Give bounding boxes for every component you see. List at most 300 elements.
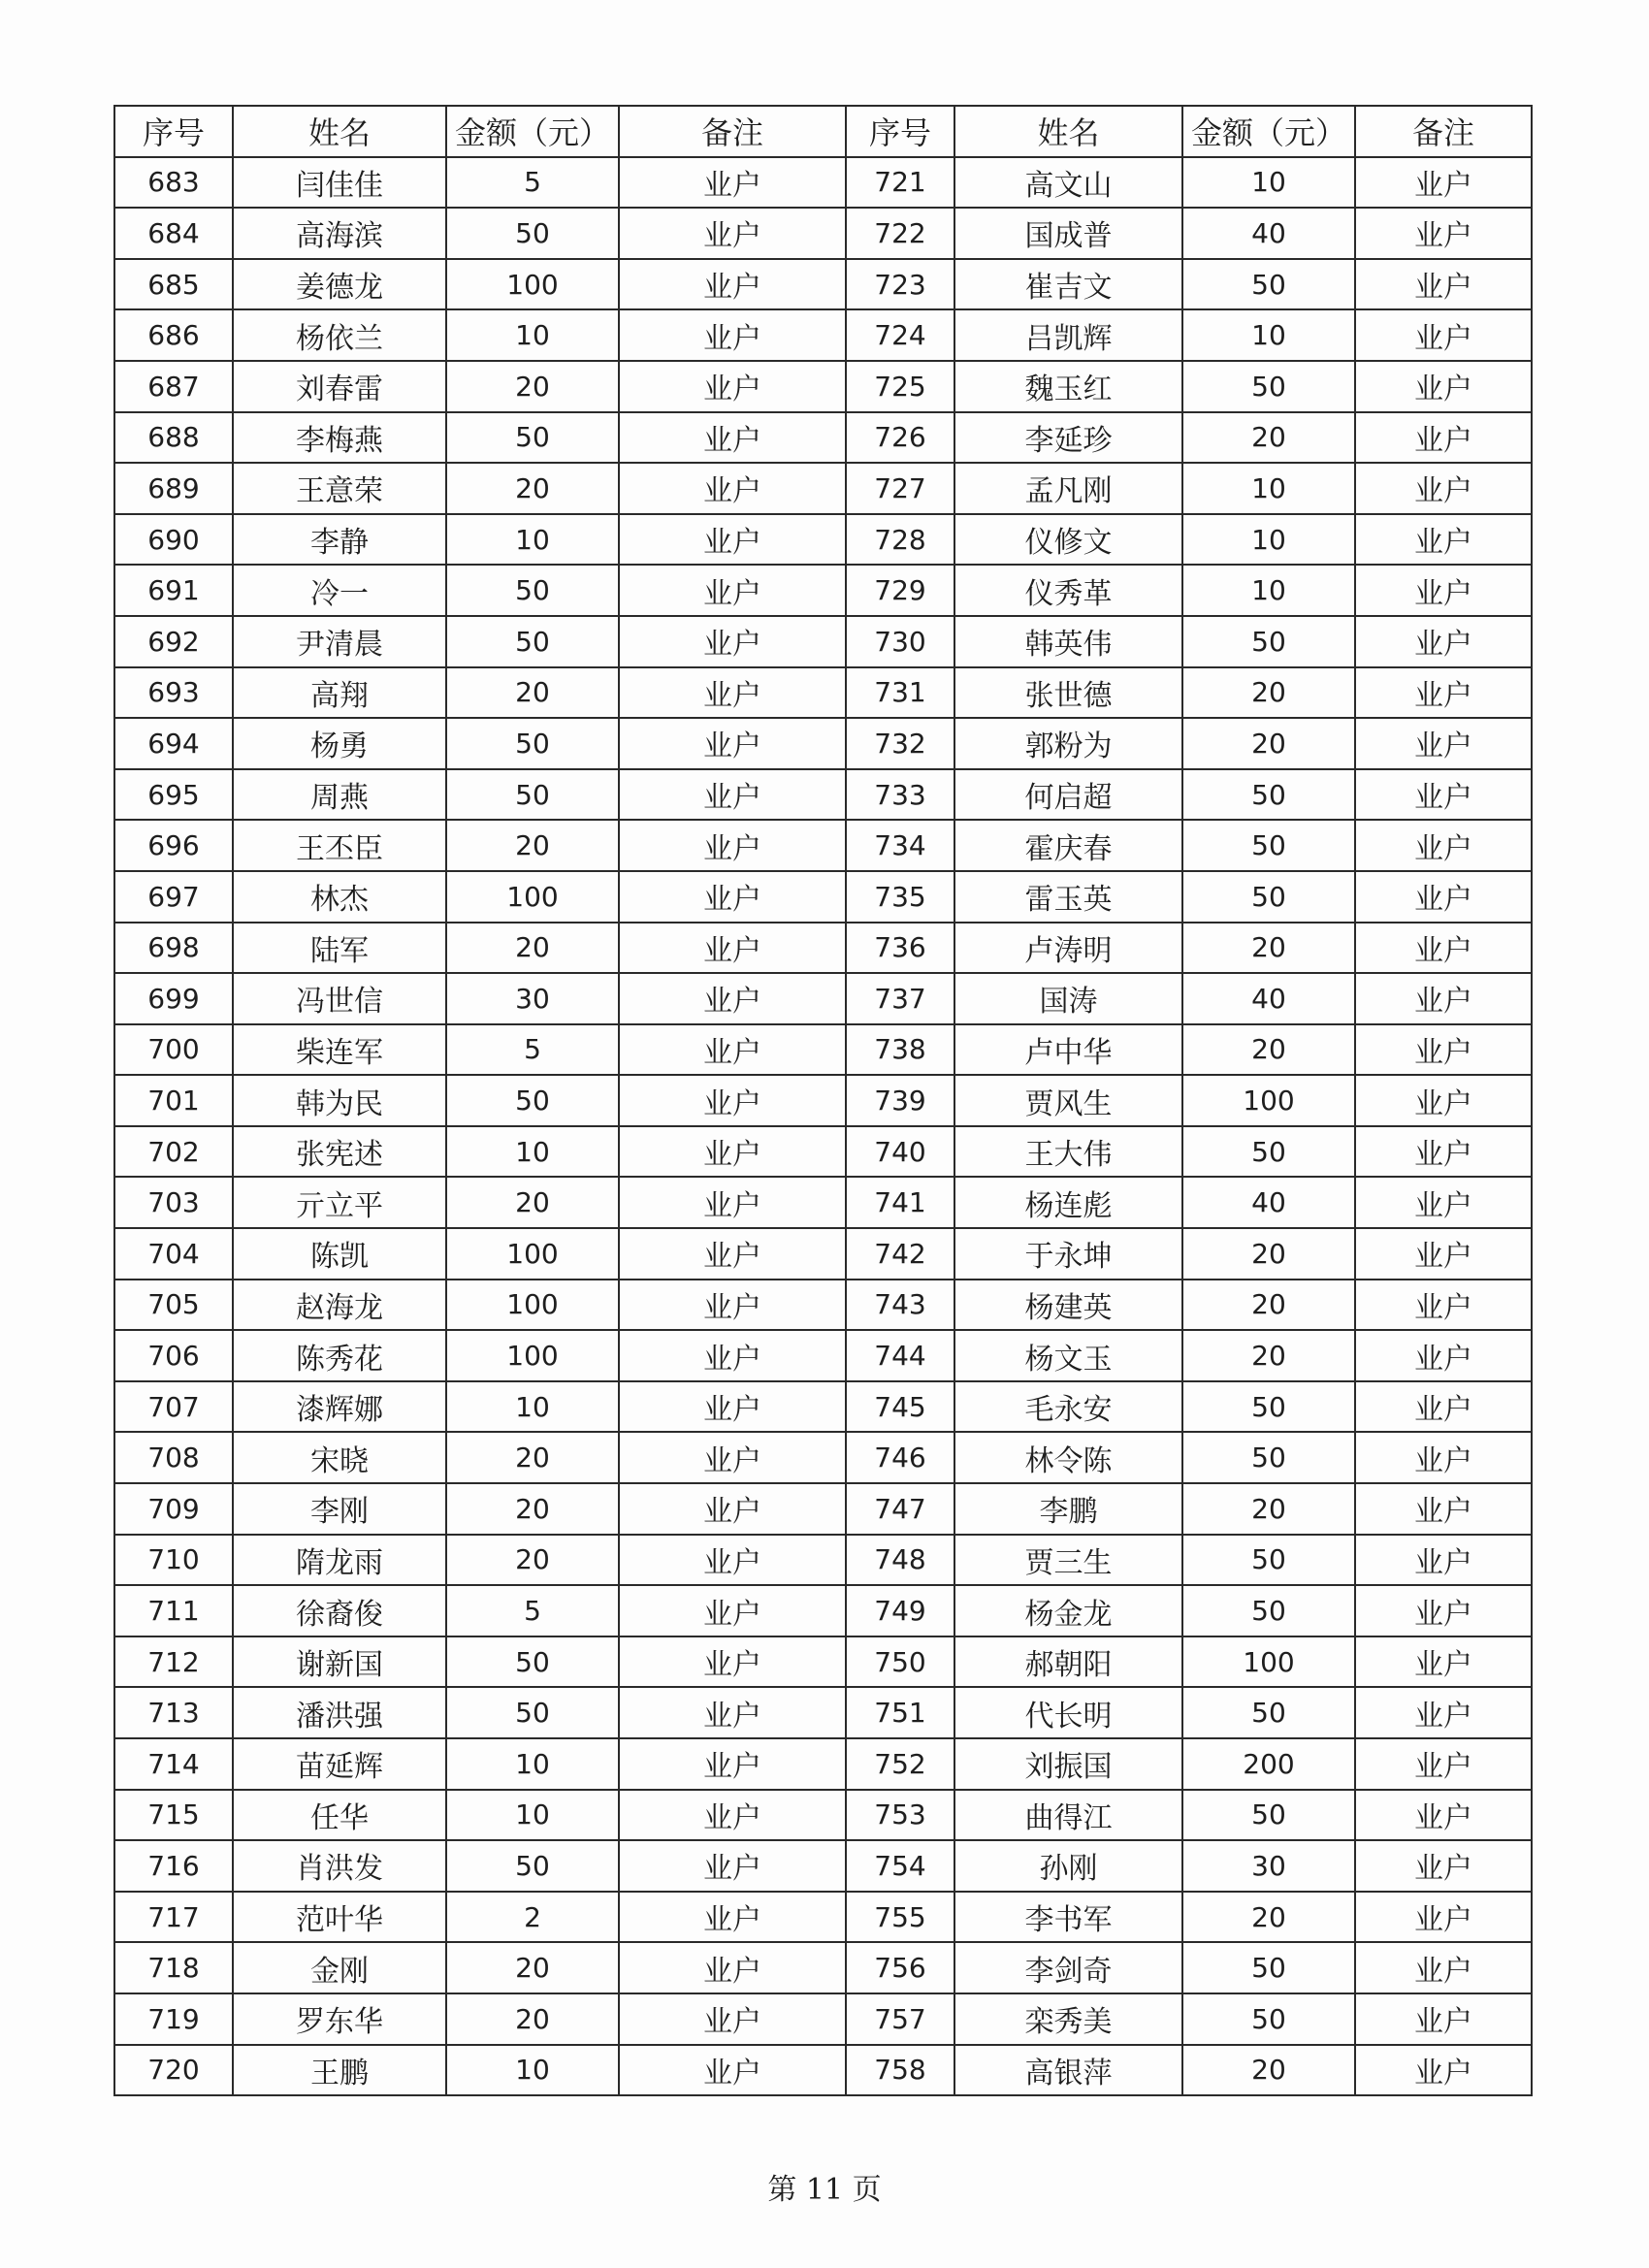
amount-cell-right: 10: [1182, 157, 1355, 209]
remark-cell-left: 业户: [619, 1892, 846, 1943]
serial-cell-right: 739: [846, 1075, 954, 1126]
serial-cell-right: 755: [846, 1892, 954, 1943]
remark-cell-right: 业户: [1355, 718, 1532, 769]
serial-cell-right: 738: [846, 1024, 954, 1076]
remark-cell-right: 业户: [1355, 1075, 1532, 1126]
name-cell-right: 何启超: [954, 769, 1182, 821]
name-cell-left: 隋龙雨: [233, 1535, 446, 1586]
serial-cell-left: 706: [114, 1330, 233, 1381]
name-cell-left: 亓立平: [233, 1177, 446, 1228]
remark-cell-right: 业户: [1355, 871, 1532, 923]
amount-cell-left: 10: [446, 1126, 619, 1178]
remark-cell-left: 业户: [619, 1280, 846, 1331]
remark-cell-right: 业户: [1355, 1738, 1532, 1790]
name-cell-right: 魏玉红: [954, 361, 1182, 412]
remark-cell-left: 业户: [619, 514, 846, 566]
amount-cell-right: 50: [1182, 769, 1355, 821]
table-row: [114, 208, 1532, 259]
table-row: [114, 1177, 1532, 1228]
table-row: [114, 1024, 1532, 1076]
remark-cell-right: 业户: [1355, 463, 1532, 514]
amount-cell-right: 100: [1182, 1636, 1355, 1688]
serial-cell-left: 691: [114, 565, 233, 616]
amount-cell-left: 50: [446, 1636, 619, 1688]
serial-cell-right: 745: [846, 1381, 954, 1433]
name-cell-left: 肖洪发: [233, 1840, 446, 1892]
serial-cell-right: 746: [846, 1432, 954, 1483]
serial-cell-left: 693: [114, 667, 233, 719]
table-row: [114, 1330, 1532, 1381]
name-cell-right: 李书军: [954, 1892, 1182, 1943]
amount-cell-left: 20: [446, 1535, 619, 1586]
donation-table: [113, 105, 1533, 2096]
amount-cell-right: 50: [1182, 1790, 1355, 1841]
amount-cell-right: 20: [1182, 2045, 1355, 2096]
name-cell-right: 杨金龙: [954, 1585, 1182, 1636]
serial-cell-left: 700: [114, 1024, 233, 1076]
amount-cell-left: 20: [446, 1177, 619, 1228]
amount-cell-left: 50: [446, 1687, 619, 1738]
table-row: [114, 361, 1532, 412]
serial-cell-left: 694: [114, 718, 233, 769]
remark-cell-right: 业户: [1355, 1228, 1532, 1280]
remark-cell-left: 业户: [619, 208, 846, 259]
amount-cell-right: 50: [1182, 1126, 1355, 1178]
serial-cell-right: 737: [846, 973, 954, 1024]
name-cell-left: 刘春雷: [233, 361, 446, 412]
serial-cell-right: 724: [846, 309, 954, 361]
amount-cell-left: 20: [446, 1993, 619, 2045]
serial-cell-left: 705: [114, 1280, 233, 1331]
serial-cell-left: 717: [114, 1892, 233, 1943]
remark-cell-left: 业户: [619, 718, 846, 769]
serial-cell-right: 758: [846, 2045, 954, 2096]
name-cell-right: 孙刚: [954, 1840, 1182, 1892]
amount-cell-right: 50: [1182, 361, 1355, 412]
page-number: 第 11 页: [767, 2173, 882, 2207]
name-cell-left: 李梅燕: [233, 412, 446, 464]
serial-cell-left: 713: [114, 1687, 233, 1738]
name-cell-left: 王鹏: [233, 2045, 446, 2096]
remark-cell-left: 业户: [619, 1790, 846, 1841]
table-row: [114, 769, 1532, 821]
amount-cell-right: 100: [1182, 1075, 1355, 1126]
amount-cell-left: 100: [446, 1280, 619, 1331]
serial-cell-left: 685: [114, 259, 233, 310]
remark-cell-left: 业户: [619, 1228, 846, 1280]
serial-cell-left: 707: [114, 1381, 233, 1433]
table-row: [114, 514, 1532, 566]
name-cell-left: 杨勇: [233, 718, 446, 769]
amount-cell-right: 50: [1182, 1432, 1355, 1483]
table-row: [114, 1636, 1532, 1688]
table-row: [114, 1738, 1532, 1790]
serial-cell-left: 683: [114, 157, 233, 209]
serial-cell-left: 712: [114, 1636, 233, 1688]
amount-cell-right: 40: [1182, 1177, 1355, 1228]
name-cell-left: 王意荣: [233, 463, 446, 514]
serial-cell-left: 696: [114, 820, 233, 871]
table-row: [114, 616, 1532, 667]
amount-cell-left: 50: [446, 565, 619, 616]
serial-cell-right: 732: [846, 718, 954, 769]
name-cell-right: 吕凯辉: [954, 309, 1182, 361]
header-cell-amount-right: 金额（元）: [1182, 106, 1355, 157]
name-cell-right: 卢涛明: [954, 923, 1182, 974]
serial-cell-left: 702: [114, 1126, 233, 1178]
amount-cell-right: 20: [1182, 1228, 1355, 1280]
remark-cell-left: 业户: [619, 1177, 846, 1228]
amount-cell-right: 30: [1182, 1840, 1355, 1892]
serial-cell-right: 731: [846, 667, 954, 719]
amount-cell-right: 20: [1182, 1024, 1355, 1076]
remark-cell-right: 业户: [1355, 1280, 1532, 1331]
amount-cell-left: 50: [446, 1840, 619, 1892]
remark-cell-right: 业户: [1355, 1585, 1532, 1636]
remark-cell-left: 业户: [619, 1585, 846, 1636]
amount-cell-right: 50: [1182, 616, 1355, 667]
remark-cell-left: 业户: [619, 616, 846, 667]
remark-cell-right: 业户: [1355, 412, 1532, 464]
name-cell-right: 李延珍: [954, 412, 1182, 464]
serial-cell-right: 743: [846, 1280, 954, 1331]
header-cell-name-right: 姓名: [954, 106, 1182, 157]
amount-cell-left: 20: [446, 1432, 619, 1483]
serial-cell-left: 710: [114, 1535, 233, 1586]
name-cell-right: 王大伟: [954, 1126, 1182, 1178]
serial-cell-left: 688: [114, 412, 233, 464]
name-cell-right: 刘振国: [954, 1738, 1182, 1790]
name-cell-left: 杨依兰: [233, 309, 446, 361]
remark-cell-right: 业户: [1355, 1330, 1532, 1381]
header-cell-serial-right: 序号: [846, 106, 954, 157]
remark-cell-left: 业户: [619, 1381, 846, 1433]
name-cell-right: 仪秀革: [954, 565, 1182, 616]
remark-cell-right: 业户: [1355, 1535, 1532, 1586]
name-cell-right: 卢中华: [954, 1024, 1182, 1076]
serial-cell-left: 708: [114, 1432, 233, 1483]
remark-cell-left: 业户: [619, 973, 846, 1024]
amount-cell-left: 20: [446, 1483, 619, 1535]
serial-cell-right: 722: [846, 208, 954, 259]
name-cell-left: 潘洪强: [233, 1687, 446, 1738]
serial-cell-left: 684: [114, 208, 233, 259]
serial-cell-left: 689: [114, 463, 233, 514]
remark-cell-left: 业户: [619, 923, 846, 974]
serial-cell-left: 703: [114, 1177, 233, 1228]
name-cell-right: 郝朝阳: [954, 1636, 1182, 1688]
serial-cell-right: 736: [846, 923, 954, 974]
name-cell-right: 高银萍: [954, 2045, 1182, 2096]
remark-cell-left: 业户: [619, 1840, 846, 1892]
amount-cell-left: 5: [446, 1024, 619, 1076]
remark-cell-left: 业户: [619, 1535, 846, 1586]
name-cell-right: 贾三生: [954, 1535, 1182, 1586]
amount-cell-right: 10: [1182, 565, 1355, 616]
name-cell-left: 宋晓: [233, 1432, 446, 1483]
table-row: [114, 1280, 1532, 1331]
name-cell-right: 国涛: [954, 973, 1182, 1024]
amount-cell-right: 40: [1182, 208, 1355, 259]
serial-cell-left: 699: [114, 973, 233, 1024]
name-cell-right: 崔吉文: [954, 259, 1182, 310]
amount-cell-left: 100: [446, 871, 619, 923]
remark-cell-left: 业户: [619, 1993, 846, 2045]
name-cell-right: 雷玉英: [954, 871, 1182, 923]
remark-cell-right: 业户: [1355, 1381, 1532, 1433]
remark-cell-right: 业户: [1355, 1687, 1532, 1738]
remark-cell-left: 业户: [619, 1330, 846, 1381]
remark-cell-right: 业户: [1355, 1892, 1532, 1943]
serial-cell-right: 735: [846, 871, 954, 923]
serial-cell-right: 741: [846, 1177, 954, 1228]
remark-cell-left: 业户: [619, 1942, 846, 1993]
remark-cell-left: 业户: [619, 820, 846, 871]
name-cell-left: 高海滨: [233, 208, 446, 259]
serial-cell-left: 711: [114, 1585, 233, 1636]
amount-cell-right: 50: [1182, 1687, 1355, 1738]
name-cell-left: 闫佳佳: [233, 157, 446, 209]
amount-cell-left: 2: [446, 1892, 619, 1943]
amount-cell-left: 50: [446, 1075, 619, 1126]
table-row: [114, 923, 1532, 974]
table-row: [114, 309, 1532, 361]
remark-cell-left: 业户: [619, 463, 846, 514]
remark-cell-right: 业户: [1355, 1840, 1532, 1892]
table-row: [114, 718, 1532, 769]
remark-cell-left: 业户: [619, 1738, 846, 1790]
amount-cell-right: 20: [1182, 1483, 1355, 1535]
table-row: [114, 259, 1532, 310]
amount-cell-left: 50: [446, 769, 619, 821]
amount-cell-right: 50: [1182, 820, 1355, 871]
serial-cell-left: 698: [114, 923, 233, 974]
serial-cell-right: 749: [846, 1585, 954, 1636]
serial-cell-right: 721: [846, 157, 954, 209]
remark-cell-right: 业户: [1355, 616, 1532, 667]
remark-cell-right: 业户: [1355, 1432, 1532, 1483]
serial-cell-left: 714: [114, 1738, 233, 1790]
header-cell-amount-left: 金额（元）: [446, 106, 619, 157]
table-row: [114, 871, 1532, 923]
amount-cell-left: 20: [446, 361, 619, 412]
amount-cell-right: 50: [1182, 1993, 1355, 2045]
amount-cell-left: 10: [446, 1738, 619, 1790]
remark-cell-right: 业户: [1355, 769, 1532, 821]
amount-cell-left: 5: [446, 157, 619, 209]
remark-cell-right: 业户: [1355, 923, 1532, 974]
remark-cell-left: 业户: [619, 157, 846, 209]
name-cell-left: 漆辉娜: [233, 1381, 446, 1433]
name-cell-left: 尹清晨: [233, 616, 446, 667]
remark-cell-right: 业户: [1355, 667, 1532, 719]
amount-cell-right: 20: [1182, 667, 1355, 719]
remark-cell-left: 业户: [619, 871, 846, 923]
amount-cell-right: 20: [1182, 923, 1355, 974]
name-cell-right: 杨建英: [954, 1280, 1182, 1331]
name-cell-right: 张世德: [954, 667, 1182, 719]
amount-cell-left: 10: [446, 514, 619, 566]
serial-cell-left: 720: [114, 2045, 233, 2096]
name-cell-left: 任华: [233, 1790, 446, 1841]
table-body: [114, 157, 1532, 2096]
amount-cell-right: 20: [1182, 718, 1355, 769]
amount-cell-left: 10: [446, 1381, 619, 1433]
serial-cell-left: 697: [114, 871, 233, 923]
remark-cell-right: 业户: [1355, 1993, 1532, 2045]
remark-cell-right: 业户: [1355, 2045, 1532, 2096]
serial-cell-right: 756: [846, 1942, 954, 1993]
table-header-row: [114, 106, 1532, 157]
table-row: [114, 1483, 1532, 1535]
amount-cell-left: 100: [446, 1330, 619, 1381]
amount-cell-right: 10: [1182, 309, 1355, 361]
serial-cell-right: 728: [846, 514, 954, 566]
remark-cell-right: 业户: [1355, 1024, 1532, 1076]
amount-cell-right: 50: [1182, 1585, 1355, 1636]
amount-cell-left: 50: [446, 208, 619, 259]
name-cell-right: 国成普: [954, 208, 1182, 259]
header-cell-remark-left: 备注: [619, 106, 846, 157]
serial-cell-right: 753: [846, 1790, 954, 1841]
serial-cell-left: 701: [114, 1075, 233, 1126]
name-cell-right: 孟凡刚: [954, 463, 1182, 514]
amount-cell-right: 10: [1182, 514, 1355, 566]
remark-cell-left: 业户: [619, 259, 846, 310]
table-row: [114, 973, 1532, 1024]
name-cell-left: 范叶华: [233, 1892, 446, 1943]
remark-cell-right: 业户: [1355, 1483, 1532, 1535]
serial-cell-right: 748: [846, 1535, 954, 1586]
table-row: [114, 1840, 1532, 1892]
serial-cell-left: 695: [114, 769, 233, 821]
name-cell-right: 代长明: [954, 1687, 1182, 1738]
amount-cell-left: 20: [446, 1942, 619, 1993]
amount-cell-left: 50: [446, 412, 619, 464]
amount-cell-left: 100: [446, 259, 619, 310]
table-row: [114, 1535, 1532, 1586]
table-row: [114, 1687, 1532, 1738]
remark-cell-right: 业户: [1355, 514, 1532, 566]
name-cell-left: 谢新国: [233, 1636, 446, 1688]
table-row: [114, 1075, 1532, 1126]
table-row: [114, 565, 1532, 616]
name-cell-right: 毛永安: [954, 1381, 1182, 1433]
table-row: [114, 1585, 1532, 1636]
remark-cell-left: 业户: [619, 769, 846, 821]
name-cell-left: 林杰: [233, 871, 446, 923]
table-row: [114, 1892, 1532, 1943]
name-cell-left: 王丕臣: [233, 820, 446, 871]
name-cell-left: 赵海龙: [233, 1280, 446, 1331]
serial-cell-left: 718: [114, 1942, 233, 1993]
remark-cell-right: 业户: [1355, 973, 1532, 1024]
table-row: [114, 2045, 1532, 2096]
name-cell-right: 李剑奇: [954, 1942, 1182, 1993]
remark-cell-right: 业户: [1355, 259, 1532, 310]
remark-cell-left: 业户: [619, 1075, 846, 1126]
amount-cell-left: 50: [446, 718, 619, 769]
serial-cell-left: 709: [114, 1483, 233, 1535]
remark-cell-right: 业户: [1355, 208, 1532, 259]
table-row: [114, 1126, 1532, 1178]
name-cell-right: 霍庆春: [954, 820, 1182, 871]
serial-cell-left: 687: [114, 361, 233, 412]
name-cell-right: 曲得江: [954, 1790, 1182, 1841]
amount-cell-right: 20: [1182, 412, 1355, 464]
remark-cell-right: 业户: [1355, 361, 1532, 412]
amount-cell-left: 20: [446, 923, 619, 974]
table-row: [114, 412, 1532, 464]
remark-cell-left: 业户: [619, 1483, 846, 1535]
name-cell-left: 陈凯: [233, 1228, 446, 1280]
name-cell-right: 李鹏: [954, 1483, 1182, 1535]
remark-cell-right: 业户: [1355, 1790, 1532, 1841]
remark-cell-right: 业户: [1355, 309, 1532, 361]
name-cell-right: 贾风生: [954, 1075, 1182, 1126]
serial-cell-right: 750: [846, 1636, 954, 1688]
name-cell-left: 张宪述: [233, 1126, 446, 1178]
remark-cell-left: 业户: [619, 412, 846, 464]
name-cell-left: 柴连军: [233, 1024, 446, 1076]
table-row: [114, 1381, 1532, 1433]
table-row: [114, 667, 1532, 719]
serial-cell-right: 747: [846, 1483, 954, 1535]
serial-cell-right: 742: [846, 1228, 954, 1280]
name-cell-left: 罗东华: [233, 1993, 446, 2045]
name-cell-right: 韩英伟: [954, 616, 1182, 667]
serial-cell-right: 744: [846, 1330, 954, 1381]
serial-cell-left: 715: [114, 1790, 233, 1841]
serial-cell-right: 752: [846, 1738, 954, 1790]
serial-cell-left: 690: [114, 514, 233, 566]
remark-cell-left: 业户: [619, 1126, 846, 1178]
table-row: [114, 463, 1532, 514]
serial-cell-right: 723: [846, 259, 954, 310]
table-row: [114, 1942, 1532, 1993]
name-cell-left: 韩为民: [233, 1075, 446, 1126]
amount-cell-left: 100: [446, 1228, 619, 1280]
remark-cell-left: 业户: [619, 667, 846, 719]
amount-cell-right: 10: [1182, 463, 1355, 514]
table-row: [114, 1432, 1532, 1483]
name-cell-right: 郭粉为: [954, 718, 1182, 769]
name-cell-right: 杨文玉: [954, 1330, 1182, 1381]
serial-cell-left: 704: [114, 1228, 233, 1280]
table-row: [114, 1993, 1532, 2045]
serial-cell-left: 719: [114, 1993, 233, 2045]
name-cell-left: 陈秀花: [233, 1330, 446, 1381]
name-cell-left: 冷一: [233, 565, 446, 616]
serial-cell-right: 751: [846, 1687, 954, 1738]
amount-cell-right: 40: [1182, 973, 1355, 1024]
remark-cell-left: 业户: [619, 1432, 846, 1483]
remark-cell-left: 业户: [619, 565, 846, 616]
serial-cell-right: 754: [846, 1840, 954, 1892]
amount-cell-right: 50: [1182, 1942, 1355, 1993]
name-cell-left: 冯世信: [233, 973, 446, 1024]
name-cell-right: 杨连彪: [954, 1177, 1182, 1228]
amount-cell-right: 50: [1182, 1381, 1355, 1433]
amount-cell-right: 50: [1182, 259, 1355, 310]
serial-cell-right: 726: [846, 412, 954, 464]
serial-cell-right: 734: [846, 820, 954, 871]
amount-cell-right: 50: [1182, 1535, 1355, 1586]
remark-cell-right: 业户: [1355, 820, 1532, 871]
remark-cell-right: 业户: [1355, 1177, 1532, 1228]
amount-cell-right: 20: [1182, 1892, 1355, 1943]
serial-cell-left: 692: [114, 616, 233, 667]
